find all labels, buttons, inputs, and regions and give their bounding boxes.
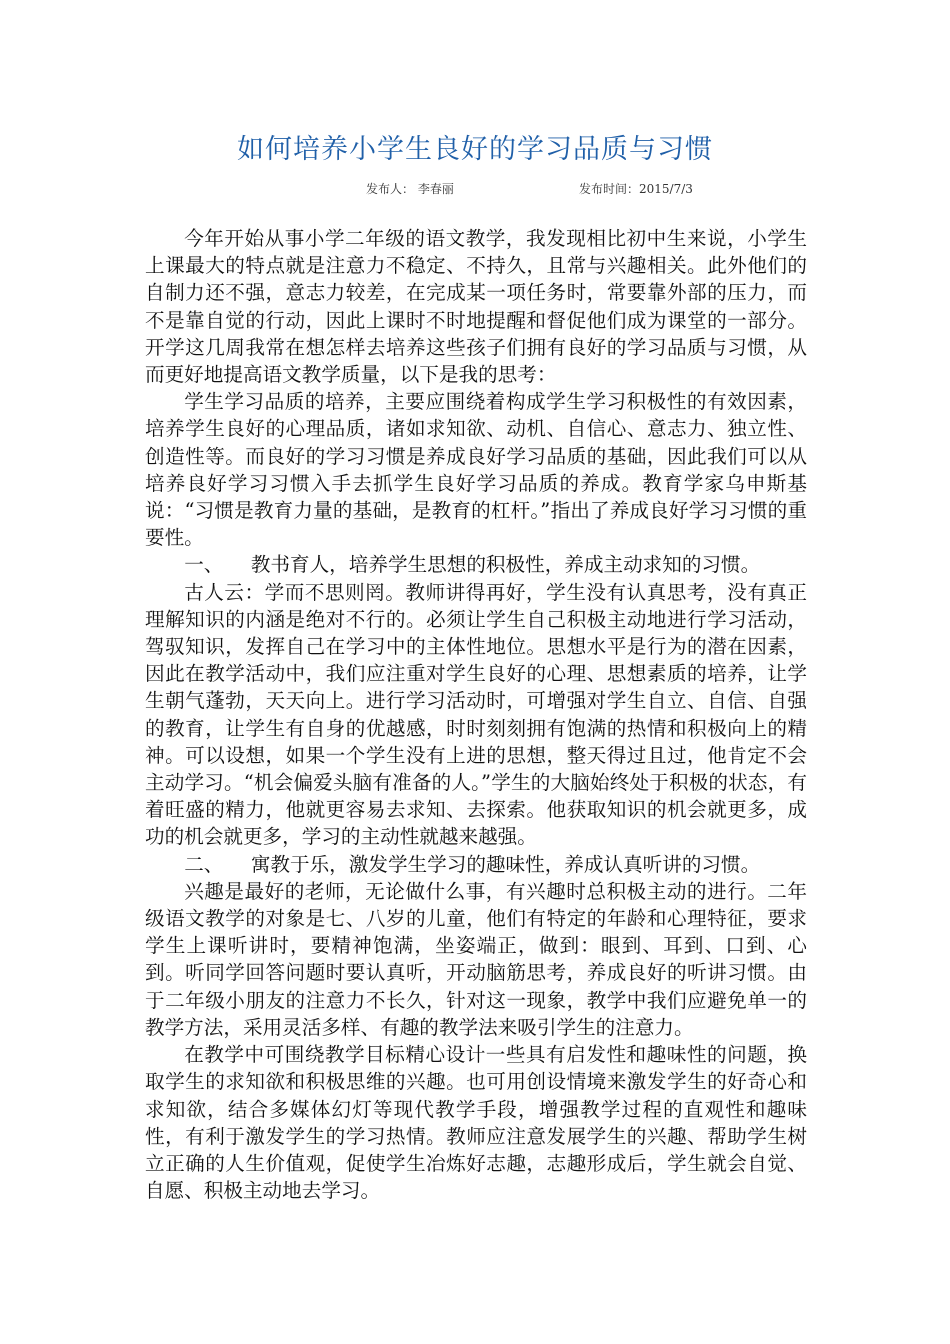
author-info <box>366 181 454 197</box>
section-number: 二、 <box>184 852 224 876</box>
section-number: 一、 <box>184 553 224 577</box>
paragraph: 学生学习品质的培养，主要应围绕着构成学生学习积极性的有效因素，培养学生良好的心理品质，诸如求知欲、动机、自信心、意志力、独立性、创造性等。而良好的学习习惯是养成良好学习品质的基础，因此我们可以从培养良好学习习惯入手去抓学生良好学习品质的养成。教育学家乌申斯基说：“习惯是教育力量的基础，是教育的杠杆。”指出了养成良好学习习惯的重要性。 <box>145 390 807 550</box>
section-heading-text: 寓教于乐，激发学生学习的趣味性，养成认真听讲的习惯。 <box>250 852 761 876</box>
paragraph: 古人云：学而不思则罔。教师讲得再好，学生没有认真思考，没有真正理解知识的内涵是绝对不行的。必须让学生自己积极主动地进行学习活动，驾驭知识，发挥自己在学习中的主体性地位。思想水平是行为的潜在因素，因此在教学活动中，我们应注重对学生良好的心理、思想素质的培养，让学生朝气蓬勃，天天向上。进行学习活动时，可增强对学生自立、自信、自强的教育，让学生有自身的优越感，时时刻刻拥有饱满的热情和积极向上的精神。可以设想，如果一个学生没有上进的思想，整天得过且过，他肯定不会主动学习。“机会偏爱头脑有准备的人。”学生的大脑始终处于积极的状态，有着旺盛的精力，他就更容易去求知、去探索。他获取知识的机会就更多，成功的机会就更多，学习的主动性就越来越强。 <box>145 580 807 849</box>
section-heading <box>145 551 807 578</box>
paragraph: 在教学中可围绕教学目标精心设计一些具有启发性和趣味性的问题，换取学生的求知欲和积极思维的兴趣。也可用创设情境来激发学生的好奇心和求知欲，结合多媒体幻灯等现代教学手段，增强教学过程的直观性和趣味性，有利于激发学生的学习热情。教师应注意发展学生的兴趣、帮助学生树立正确的人生价值观，促使学生冶炼好志趣，志趣形成后，学生就会自觉、自愿、积极主动地去学习。 <box>145 1043 807 1203</box>
paragraph: 兴趣是最好的老师，无论做什么事，有兴趣时总积极主动的进行。二年级语文教学的对象是七、八岁的儿童，他们有特定的年龄和心理特征，要求学生上课听讲时，要精神饱满，坐姿端正，做到：眼到、耳到、口到、心到。听同学回答问题时要认真听，开动脑筋思考，养成良好的听讲习惯。由于二年级小朋友的注意力不长久，针对这一现象，教学中我们应避免单一的教学方法，采用灵活多样、有趣的教学法来吸引学生的注意力。 <box>145 879 807 1039</box>
publish-date-info <box>579 181 693 197</box>
date-label: 发布时间： <box>579 182 640 196</box>
author-name: 李春丽 <box>417 182 454 196</box>
section-heading <box>145 851 807 878</box>
article-body <box>145 225 807 1204</box>
document-title: 如何培养小学生良好的学习品质与习惯 <box>237 134 713 165</box>
paragraph: 今年开始从事小学二年级的语文教学，我发现相比初中生来说，小学生上课最大的特点就是注意力不稳定、不持久，且常与兴趣相关。此外他们的自制力还不强，意志力较差，在完成某一项任务时，常要靠外部的压力，而不是靠自觉的行动，因此上课时不时地提醒和督促他们成为课堂的一部分。开学这几周我常在想怎样去培养这些孩子们拥有良好的学习品质与习惯，从而更好地提高语文教学质量，以下是我的思考： <box>145 227 807 387</box>
section-heading-text: 教书育人，培养学生思想的积极性，养成主动求知的习惯。 <box>250 553 761 577</box>
publish-date: 2015/7/3 <box>639 182 693 196</box>
author-label: 发布人： <box>366 182 415 196</box>
